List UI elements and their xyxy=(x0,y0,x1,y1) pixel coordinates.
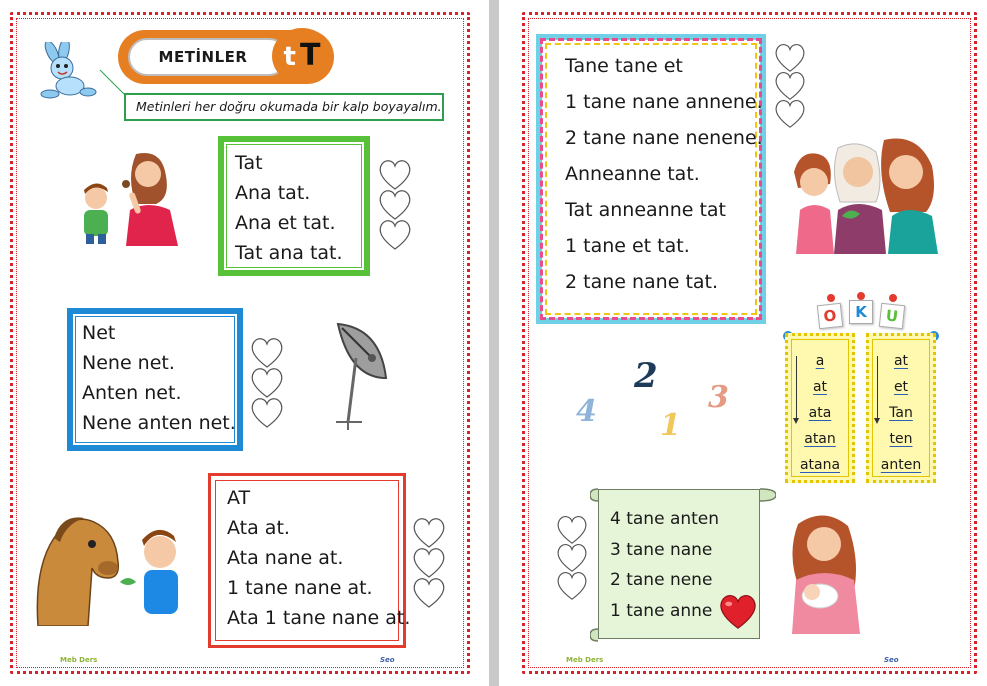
hearts-red xyxy=(410,516,448,606)
heart-outline-icon[interactable] xyxy=(410,516,448,550)
text-line: Tat xyxy=(235,152,263,174)
word-column-1 xyxy=(785,333,855,483)
text-line: Tat anneanne tat xyxy=(565,199,727,221)
text-line: 3 tane nane xyxy=(610,539,713,560)
hearts-frame xyxy=(772,42,808,126)
footer-brand-right: Seo xyxy=(380,656,395,664)
word-item: anten xyxy=(880,457,922,473)
text-line: Tane tane et xyxy=(565,55,683,77)
text-line: 1 tane anne xyxy=(610,600,713,621)
word-item: ata xyxy=(808,405,832,421)
text-red-lines xyxy=(227,483,410,633)
text-line: 2 tane nene xyxy=(610,570,713,590)
heart-outline-icon[interactable] xyxy=(410,546,448,580)
footer-brand-left-right-page: Meb Ders xyxy=(566,656,604,664)
title-letter-upper: T xyxy=(299,38,321,73)
title-letters xyxy=(272,28,332,84)
filled-heart-icon xyxy=(716,592,760,632)
heart-outline-icon[interactable] xyxy=(554,570,590,602)
text-line: 2 tane nane tat. xyxy=(565,271,719,293)
oku-card-u: U xyxy=(879,303,905,329)
text-line: Ata 1 tane nane at. xyxy=(227,607,411,629)
heart-outline-icon[interactable] xyxy=(248,366,286,400)
hearts-green xyxy=(376,158,414,248)
text-line: Nene anten net. xyxy=(82,412,236,434)
frame-text-lines xyxy=(565,48,763,300)
text-blue-lines xyxy=(82,318,236,438)
text-line: Ata at. xyxy=(227,517,290,539)
text-line: Anten net. xyxy=(82,382,182,404)
heart-outline-icon[interactable] xyxy=(248,336,286,370)
digit-4: 4 xyxy=(576,394,597,429)
text-line: 4 tane anten xyxy=(610,509,720,529)
footer-brand-right-right-page: Seo xyxy=(884,656,899,664)
footer-brand-left: Meb Ders xyxy=(60,656,98,664)
text-line: 1 tane nane annene. xyxy=(565,91,763,113)
rabbit-icon xyxy=(34,42,102,104)
oku-card-k: K xyxy=(849,300,873,324)
word-item: atan xyxy=(804,431,836,447)
page-gutter xyxy=(489,0,499,686)
digit-2: 2 xyxy=(634,356,658,396)
mother-baby-icon xyxy=(778,510,870,634)
text-line: 2 tane nane nenene. xyxy=(565,127,763,149)
word-item: ten xyxy=(889,431,913,447)
text-green-lines xyxy=(235,148,343,268)
heart-outline-icon[interactable] xyxy=(248,396,286,430)
word-item: et xyxy=(893,379,909,395)
instruction-text: Metinleri her doğru okumada bir kalp boyayalım. xyxy=(124,93,444,121)
heart-outline-icon[interactable] xyxy=(376,158,414,192)
heart-outline-icon[interactable] xyxy=(410,576,448,610)
digit-3: 3 xyxy=(708,380,729,415)
text-line: 1 tane nane at. xyxy=(227,577,373,599)
oku-card-o: O xyxy=(817,303,843,329)
satellite-dish-icon xyxy=(330,318,396,430)
hearts-blue xyxy=(248,336,286,426)
text-line: AT xyxy=(227,487,251,509)
heart-outline-icon[interactable] xyxy=(376,188,414,222)
text-line: Nene net. xyxy=(82,352,175,374)
woman-icon xyxy=(74,148,186,246)
grandmother-icon xyxy=(788,132,944,254)
text-line: Anneanne tat. xyxy=(565,163,700,185)
digit-1: 1 xyxy=(660,408,681,443)
word-column-2 xyxy=(866,333,936,483)
hearts-scroll xyxy=(554,514,590,598)
heart-outline-icon[interactable] xyxy=(772,98,808,130)
text-line: Tat ana tat. xyxy=(235,242,343,264)
text-line: Net xyxy=(82,322,116,344)
word-item: atana xyxy=(799,457,841,473)
text-line: 1 tane et tat. xyxy=(565,235,690,257)
word-item: at xyxy=(812,379,828,395)
text-line: Ata nane at. xyxy=(227,547,344,569)
horse-icon xyxy=(32,508,194,626)
pin-icon xyxy=(823,292,913,306)
text-line: Ana et tat. xyxy=(235,212,336,234)
word-item: a xyxy=(815,353,825,369)
word-item: Tan xyxy=(889,405,913,421)
title-letter-lower: t xyxy=(283,42,296,72)
page-title: METİNLER xyxy=(158,48,248,66)
word-item: at xyxy=(893,353,909,369)
text-line: Ana tat. xyxy=(235,182,311,204)
scroll-text-lines xyxy=(610,504,719,626)
heart-outline-icon[interactable] xyxy=(376,218,414,252)
